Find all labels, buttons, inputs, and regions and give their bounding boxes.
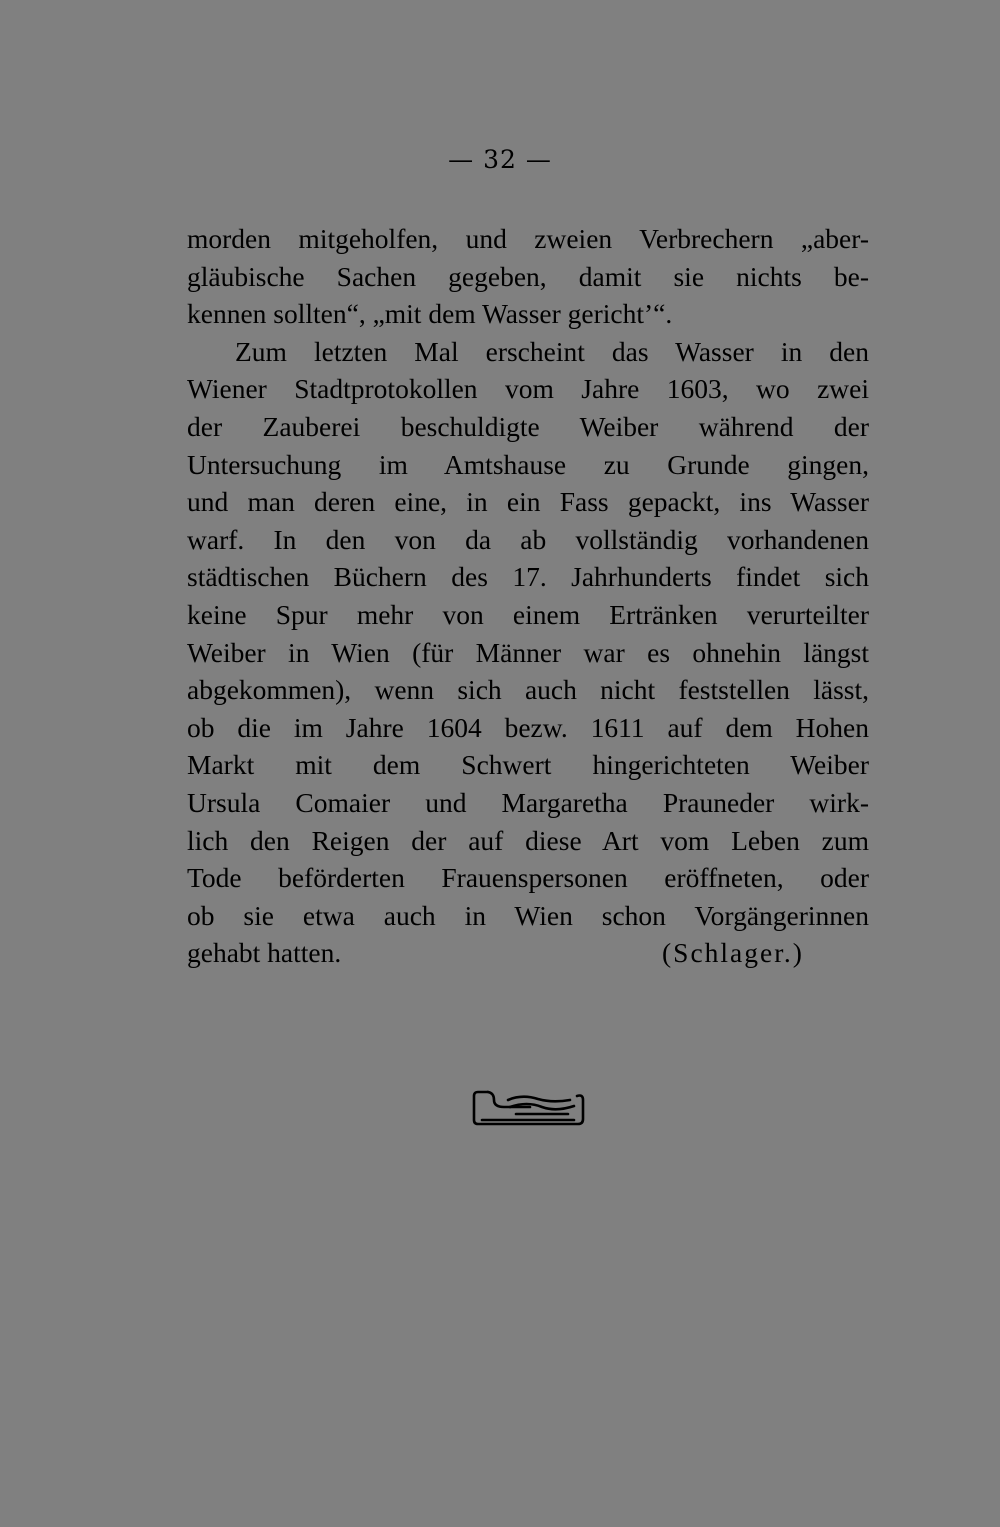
text-line: ob die im Jahre 1604 bezw. 1611 auf dem Hohen	[187, 711, 869, 743]
text-line: Markt mit dem Schwert hingerichteten Weiber	[187, 749, 869, 781]
final-line-text: gehabt hatten.	[187, 937, 342, 969]
text-line: ob sie etwa auch in Wien schon Vorgängerinnen	[187, 899, 869, 931]
text-line: Untersuchung im Amtshause zu Grunde gingen,	[187, 448, 869, 480]
text-line: Ursula Comaier und Margaretha Prauneder wirk-	[187, 786, 869, 818]
text-line: lich den Reigen der auf diese Art vom Leben zum	[187, 824, 869, 856]
author-signature: (Schlager.)	[662, 937, 804, 969]
printer-ornament-icon	[472, 1088, 586, 1128]
text-line: und man deren eine, in ein Fass gepackt, ins Wasser	[187, 486, 869, 518]
text-line: Zum letzten Mal erscheint das Wasser in den	[235, 335, 869, 367]
body-text	[187, 220, 869, 972]
text-line: keine Spur mehr von einem Ertränken verurteilter	[187, 598, 869, 630]
text-line: warf. In den von da ab vollständig vorhandenen	[187, 523, 869, 555]
text-line: Weiber in Wien (für Männer war es ohnehin längst	[187, 636, 869, 668]
text-line: der Zauberei beschuldigte Weiber während der	[187, 410, 869, 442]
text-line: Tode beförderten Frauenspersonen eröffneten, oder	[187, 862, 869, 894]
text-line: kennen sollten“, „mit dem Wasser gericht’“.	[187, 298, 673, 330]
text-line: morden mitgeholfen, und zweien Verbrechern „aber-	[187, 223, 869, 254]
text-line: gläubische Sachen gegeben, damit sie nichts be-	[187, 260, 869, 292]
text-line: Wiener Stadtprotokollen vom Jahre 1603, wo zwei	[187, 373, 869, 405]
text-line: städtischen Büchern des 17. Jahrhunderts findet sich	[187, 561, 869, 593]
text-line: abgekommen), wenn sich auch nicht feststellen lässt,	[187, 674, 869, 706]
page-number: — 32 —	[448, 145, 552, 174]
final-line	[187, 934, 869, 972]
